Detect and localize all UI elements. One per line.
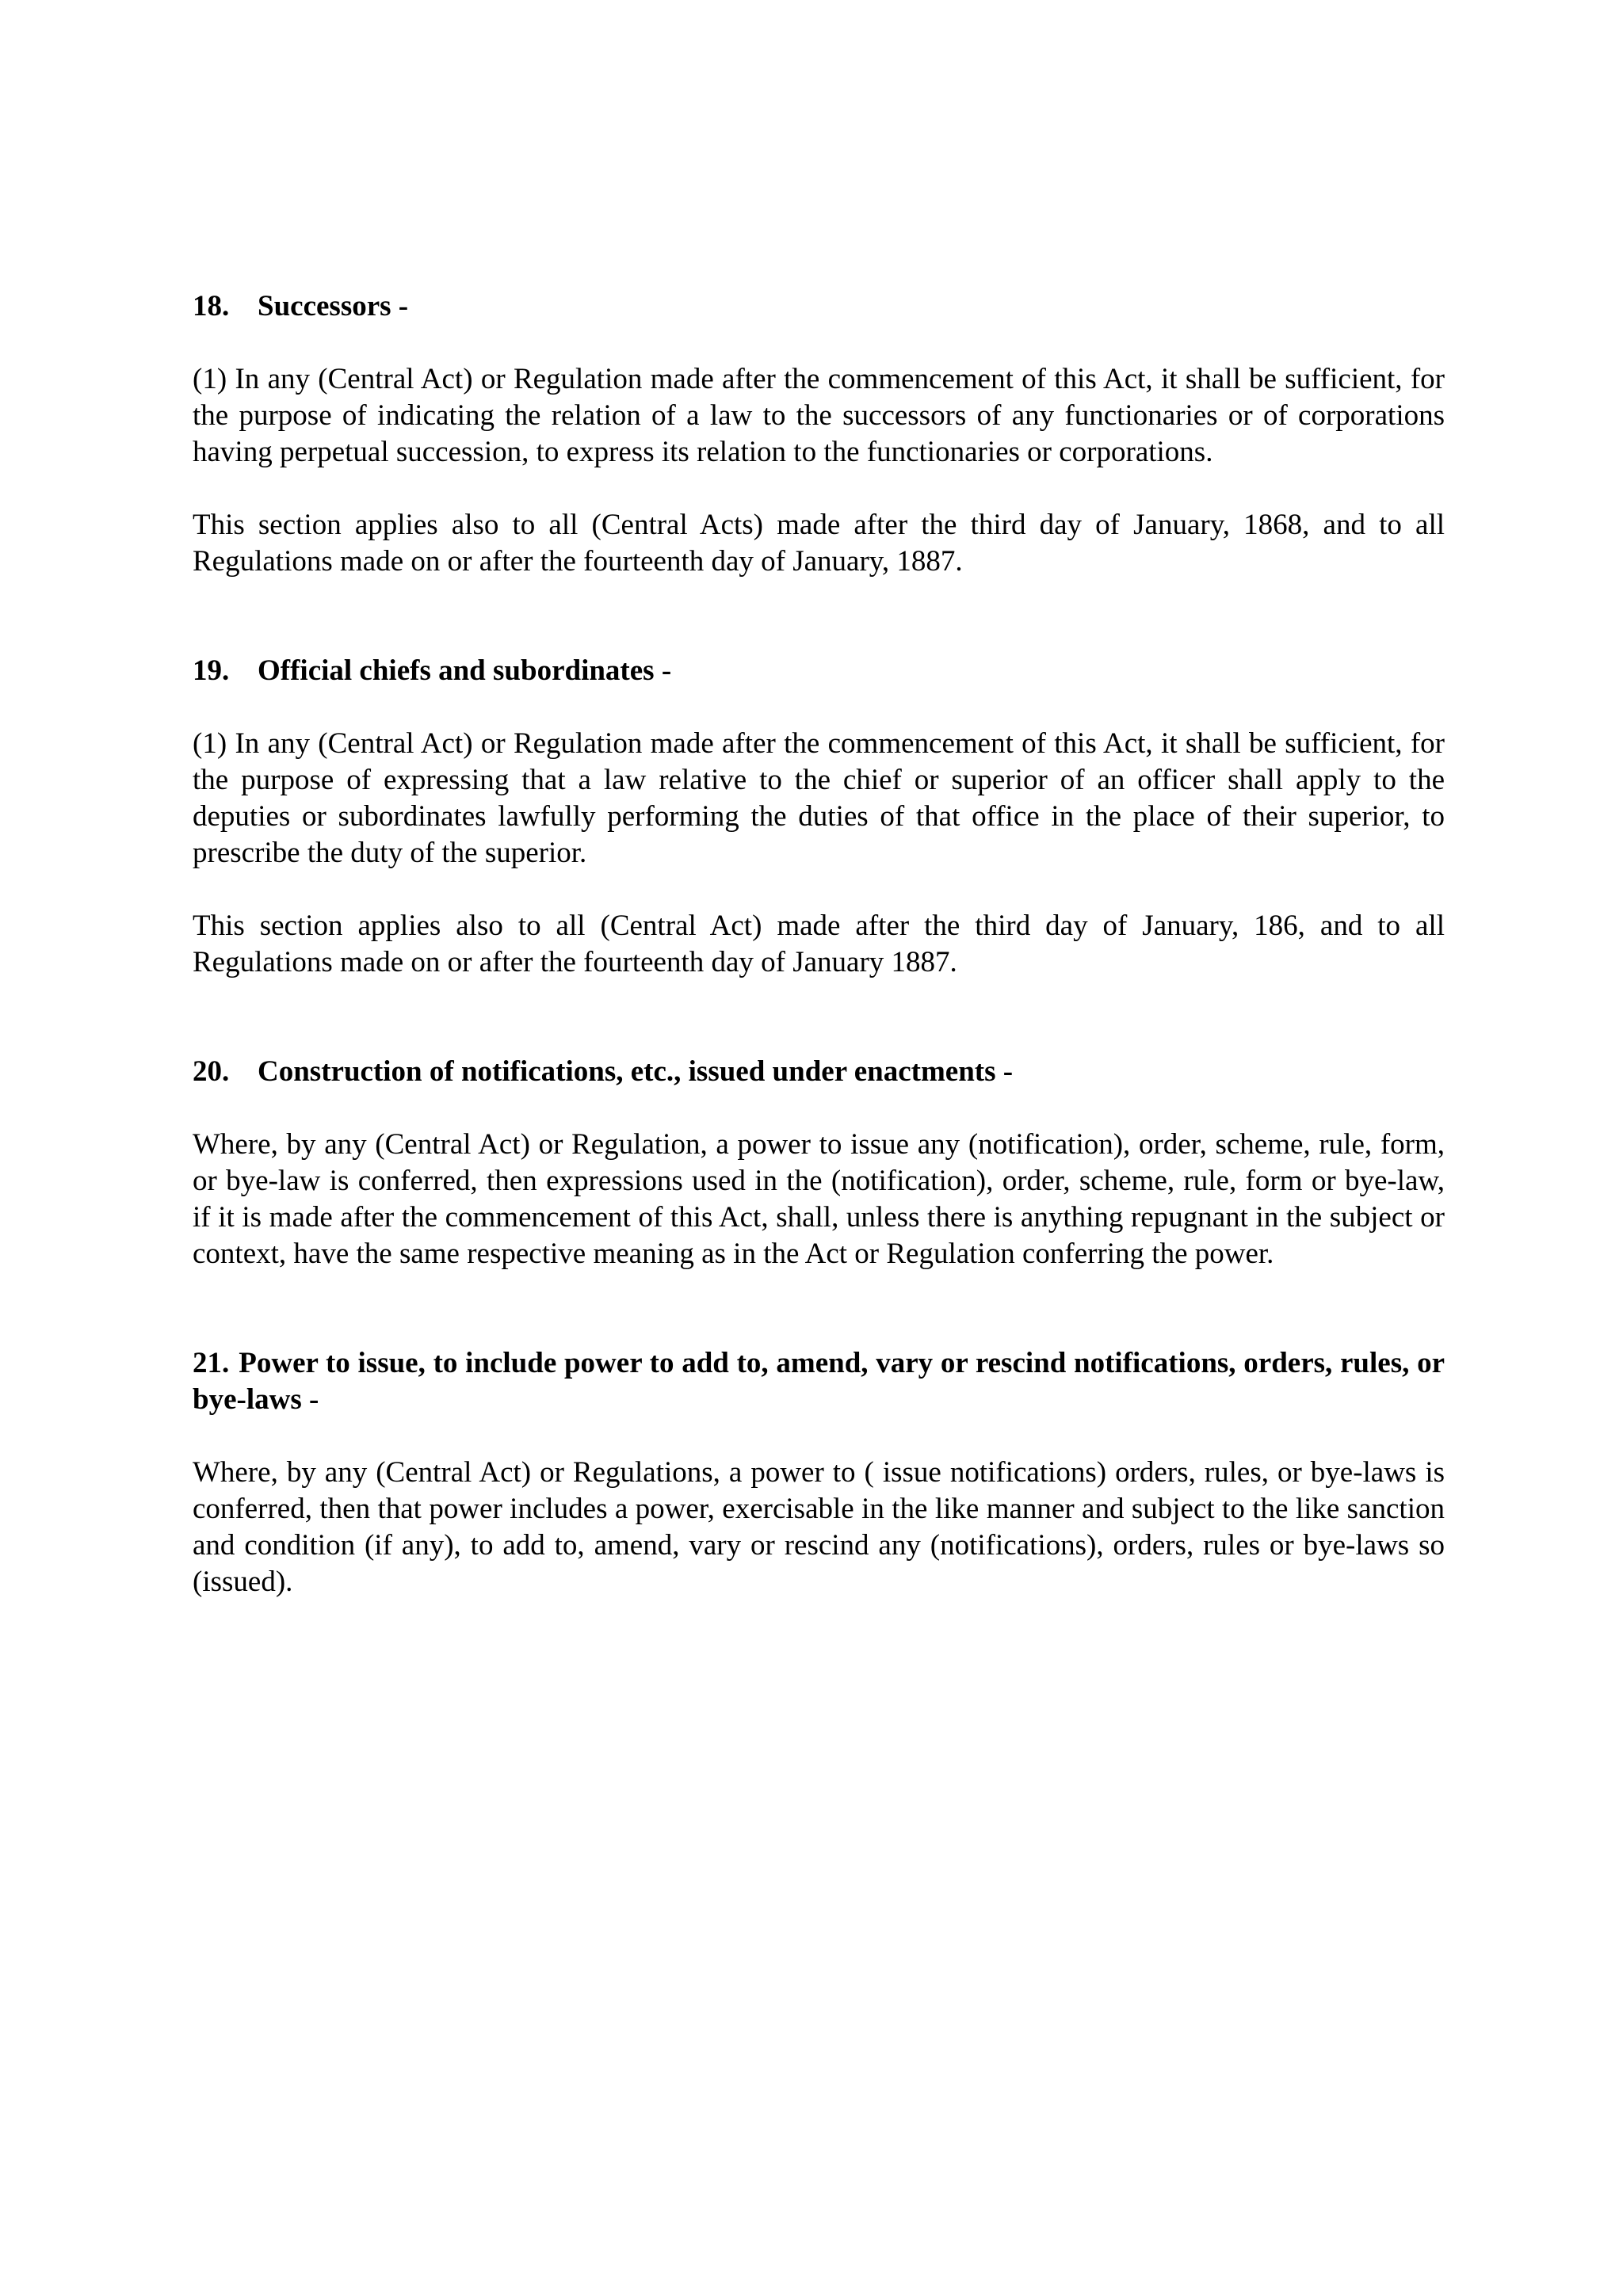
section-paragraph: Where, by any (Central Act) or Regulation, a power to issue any (notification), order, scheme, rule, form, or bye-law is conferred, then expressions used in the (notification), order, scheme, rule, form or bye-law, if it is made after the commencement of this Act, shall, unless there is anything repugnant in the subject or context, have the same respective meaning as in the Act or Regulation conferring the power. (193, 1128, 1445, 1270)
section-paragraph: (1) In any (Central Act) or Regulation made after the commencement of this Act, it shall be sufficient, for the purpose of indicating the relation of a law to the successors of any functionaries or of corporations having perpetual succession, to express its relation to the functionaries or corporations. (193, 363, 1445, 468)
section-paragraph: This section applies also to all (Central Act) made after the third day of January, 186, and to all Regulations made on or after the fourteenth day of January 1887. (193, 910, 1445, 978)
section-paragraph: This section applies also to all (Central Acts) made after the third day of January, 1868, and to all Regulations made on or after the fourteenth day of January, 1887. (193, 509, 1445, 578)
document-page (193, 288, 1445, 1600)
section-20 (193, 1054, 1445, 1272)
section-21 (193, 1345, 1445, 1600)
section-title: Official chiefs and subordinates - (258, 654, 672, 687)
section-number: 18. (193, 290, 230, 322)
section-heading (193, 653, 1445, 689)
section-title: Successors - (258, 290, 409, 322)
section-paragraph: (1) In any (Central Act) or Regulation made after the commencement of this Act, it shall be sufficient, for the purpose of expressing that a law relative to the chief or superior of an officer shall apply to the deputies or subordinates lawfully performing the duties of that office in the place of their superior, to prescribe the duty of the superior. (193, 727, 1445, 869)
section-18 (193, 288, 1445, 580)
section-number: 19. (193, 654, 230, 687)
section-title: Construction of notifications, etc., issued under enactments - (258, 1055, 1014, 1088)
section-number: 20. (193, 1055, 230, 1088)
section-spacer (193, 1272, 1445, 1345)
section-spacer (193, 981, 1445, 1054)
section-19 (193, 653, 1445, 981)
section-heading (193, 1054, 1445, 1090)
section-title: Power to issue, to include power to add to, amend, vary or rescind notifications, orders, rules, or bye-laws - (193, 1347, 1445, 1416)
section-number: 21. (193, 1347, 230, 1379)
section-heading (193, 288, 1445, 325)
section-spacer (193, 580, 1445, 653)
section-paragraph: Where, by any (Central Act) or Regulations, a power to ( issue notifications) orders, rules, or bye-laws is conferred, then that power includes a power, exercisable in the like manner and subject to the like sanction and condition (if any), to add to, amend, vary or rescind any (notifications), orders, rules or bye-laws so (issued). (193, 1456, 1445, 1598)
section-heading (193, 1345, 1445, 1418)
